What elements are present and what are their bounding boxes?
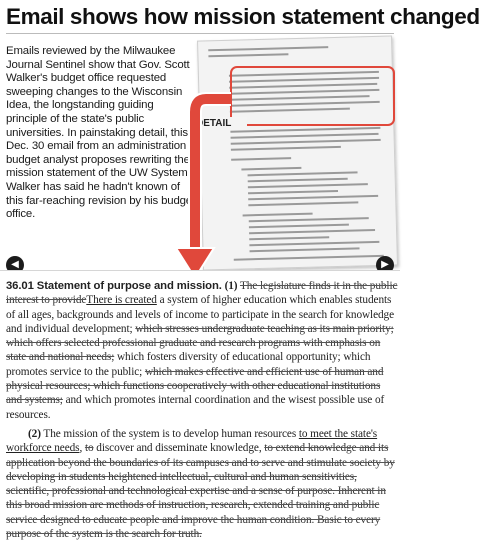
section-heading: 36.01 Statement of purpose and mission.	[6, 280, 222, 292]
struck-text: The legislature finds it in the public interest to provide	[6, 280, 398, 307]
previous-button[interactable]: ◀	[6, 256, 24, 274]
inserted-text: There is created	[86, 294, 157, 307]
paragraph-number: (2)	[28, 427, 41, 440]
body-text: and which promotes internal coordination and the wisest possible use of resources.	[6, 394, 385, 421]
struck-text: to extend knowledge and its application beyond the boundaries of its campuses and to serve and stimulate society by developing in students heightened intellectual, cultural and human sensitivities, scientific, professional and technological expertise and a sense of purpose. Inherent in this broad mission are methods of instruction, research, extended training and public service designed to educate people and improve the human condition. Basic to every purpose of the system is the search for truth.	[6, 442, 395, 541]
struck-text: to	[84, 442, 94, 455]
paragraph-number: (1)	[224, 280, 238, 292]
body-text: ,	[79, 442, 83, 455]
intro-text: Emails reviewed by the Milwaukee Journal Sentinel show that Gov. Scott Walker's budget office requested sweeping changes to the Wisconsin Idea, the longstanding guiding principle of the state's public universities. In painstaking detail, this Dec. 30 email from an administration budget analyst proposes rewriting the mission statement of the UW System. Walker has said he hadn't known of this far-reaching revision by his budget office.	[6, 45, 196, 221]
inserted-text: to meet the state's workforce needs	[6, 427, 378, 455]
detail-divider	[0, 270, 400, 271]
struck-text: which stresses undergraduate teaching as its main priority; which offers selected professional graduate and research programs with emphasis on state and national needs;	[6, 322, 394, 364]
highlight-box	[230, 66, 395, 126]
struck-text: which makes effective and efficient use of human and physical resources; which functions cooperatively with other educational institutions and systems;	[6, 365, 384, 407]
body-text: a system of higher education which enables students of all ages, backgrounds and levels of income to participate in the search for knowledge and individual development;	[6, 294, 395, 335]
paragraph-2	[6, 427, 398, 541]
body-text: discover and disseminate knowledge,	[96, 442, 262, 455]
document-detail-excerpt	[0, 270, 400, 541]
headline: Email shows how mission statement changed	[6, 4, 480, 29]
body-text: which fosters diversity of educational opportunity; which promotes service to the public;	[6, 351, 371, 378]
headline-divider	[6, 33, 394, 34]
next-button[interactable]: ▶	[376, 256, 394, 274]
paragraph-1	[6, 279, 398, 422]
detail-label: DETAIL	[193, 117, 247, 130]
body-text: The mission of the system is to develop human resources	[43, 427, 297, 440]
